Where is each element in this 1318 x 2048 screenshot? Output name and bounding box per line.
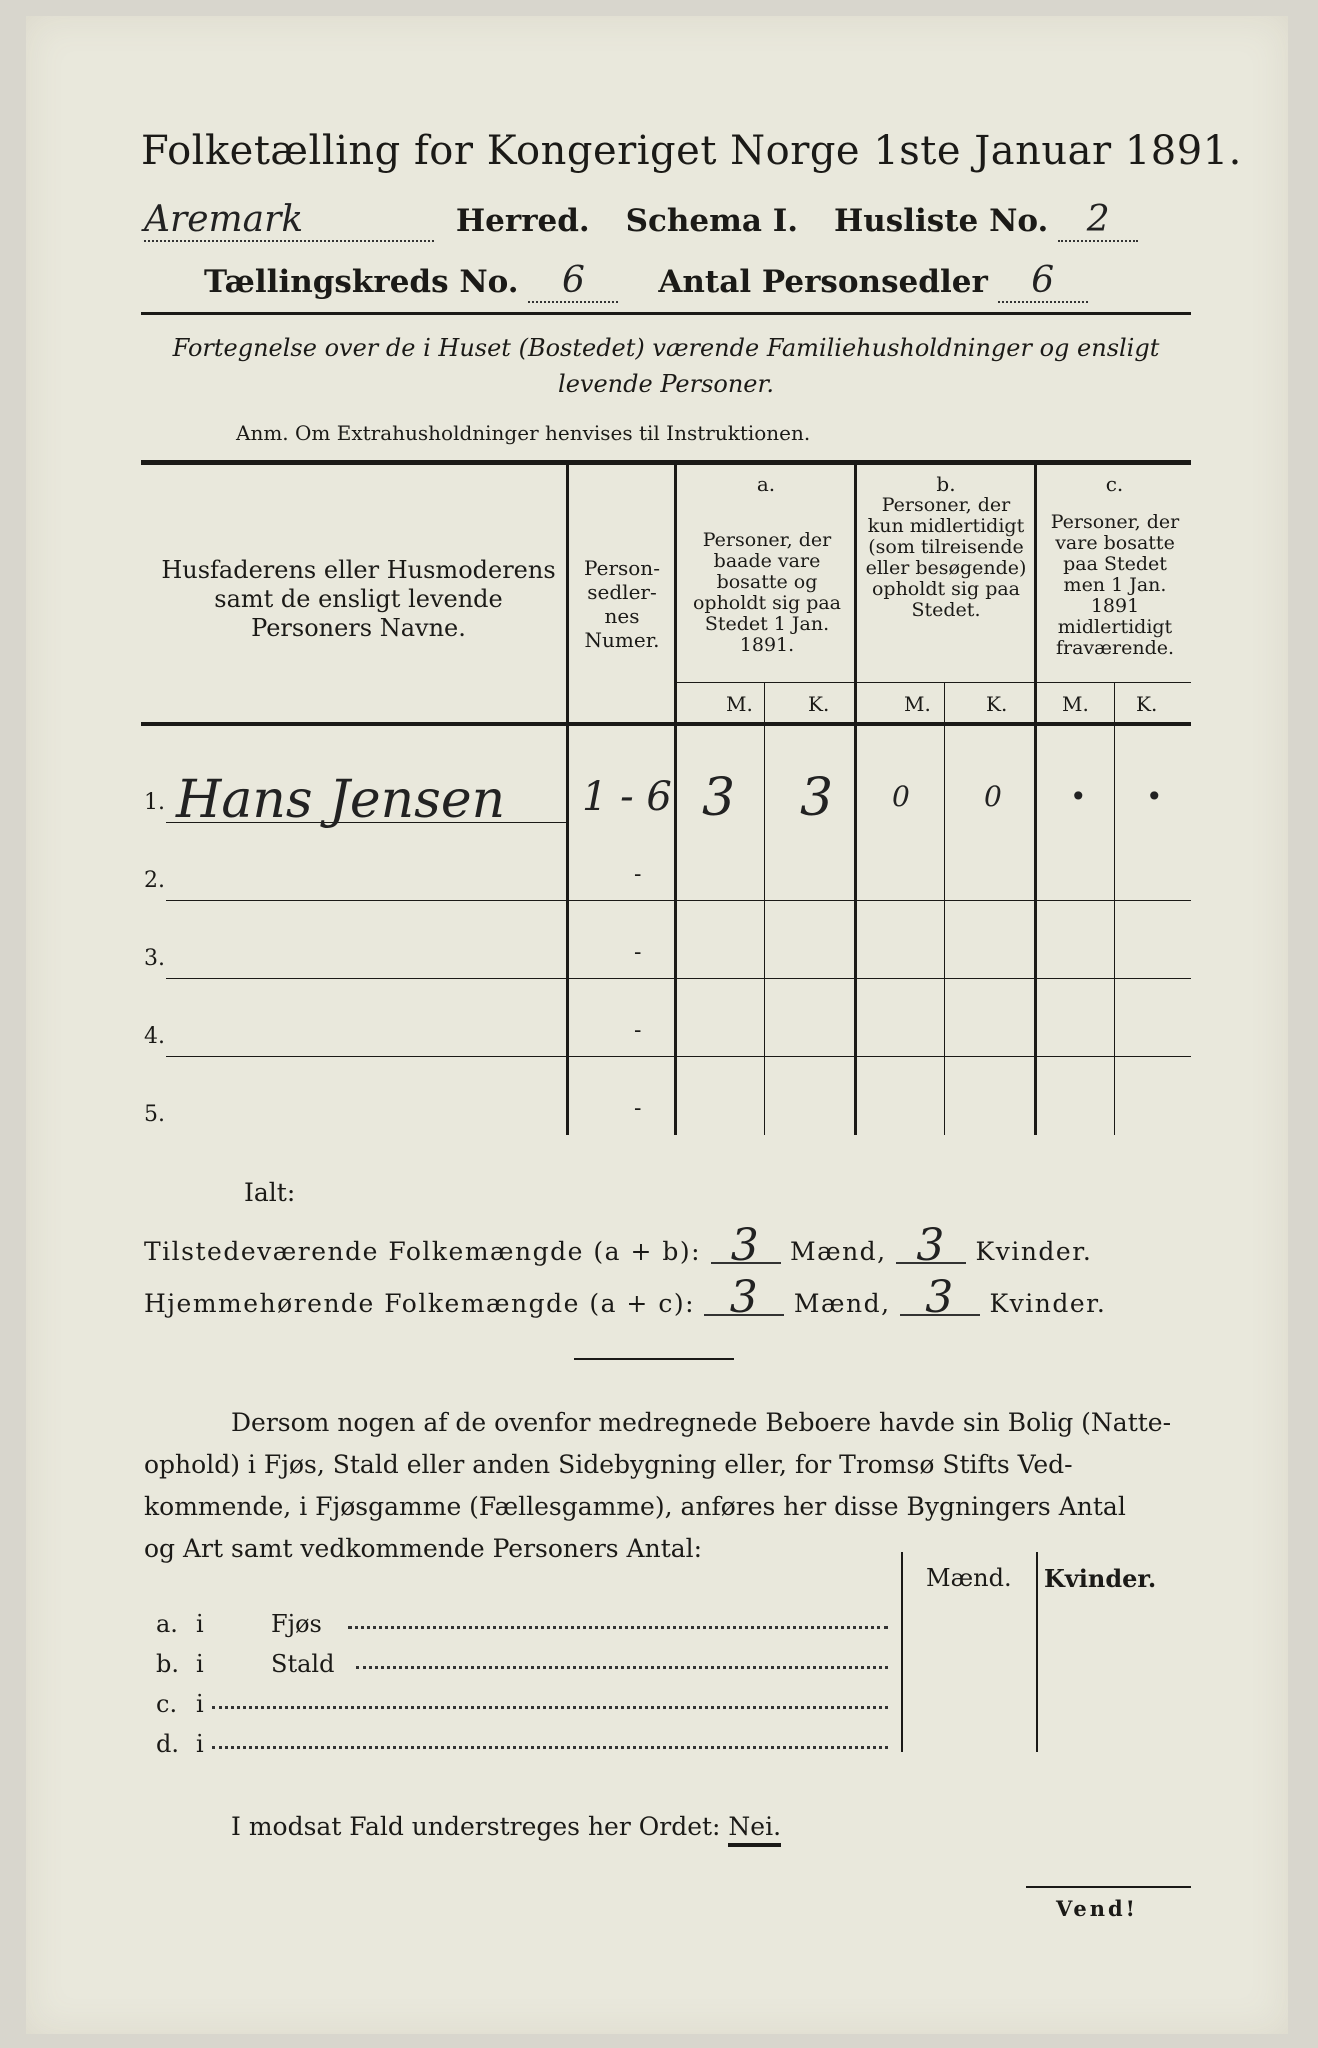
col-divider-3 bbox=[854, 465, 857, 1135]
totals-line-2-label: Hjemmehørende Folkemængde (a + c): bbox=[144, 1289, 695, 1318]
row-number: 3. bbox=[144, 946, 165, 971]
row-b-m: 0 bbox=[892, 780, 910, 813]
building-dotted-line bbox=[348, 1626, 888, 1629]
totals-maend-label: Mænd, bbox=[789, 1237, 887, 1266]
nei-word: Nei. bbox=[728, 1812, 781, 1847]
row-c-k: • bbox=[1146, 780, 1163, 813]
totals-kvinder-label: Kvinder. bbox=[975, 1237, 1093, 1266]
col-c-header: Personer, der vare bosatte paa Stedet men 1 Jan. 1891 midlertidigt fraværende. bbox=[1050, 511, 1180, 659]
vend-label: Vend! bbox=[1056, 1896, 1138, 1921]
col-a-header: Personer, der baade vare bosatte og opholdt sig paa Stedet 1 Jan. 1891. bbox=[692, 529, 842, 656]
buildings-maend-header: Mænd. bbox=[926, 1564, 1012, 1592]
c-k-header: K. bbox=[1136, 692, 1158, 716]
husliste-value: 2 bbox=[1058, 199, 1138, 242]
row-numbers: - bbox=[634, 862, 642, 887]
row-numbers: 1 - 6 bbox=[582, 774, 672, 820]
totals-line-1 bbox=[144, 1220, 1093, 1271]
divider-short bbox=[574, 1358, 734, 1360]
modsat-label: I modsat Fald understreges her Ordet: bbox=[231, 1812, 721, 1841]
building-name: Stald bbox=[271, 1650, 335, 1678]
totals-line-2-maend-value: 3 bbox=[704, 1282, 784, 1316]
herred-line bbox=[144, 199, 1138, 242]
a-m-header: M. bbox=[726, 692, 753, 716]
row-numbers: - bbox=[634, 1018, 642, 1043]
col-divider-b bbox=[944, 682, 945, 1135]
herred-value: Aremark bbox=[144, 199, 434, 242]
row-name: Hans Jensen bbox=[176, 770, 506, 830]
anm-note: Anm. Om Extrahusholdninger henvises til Instruktionen. bbox=[236, 421, 811, 445]
building-i: i bbox=[196, 1730, 204, 1758]
ialt-label: Ialt: bbox=[244, 1178, 296, 1207]
row-line-2 bbox=[166, 900, 1191, 901]
b-k-header: K. bbox=[986, 692, 1008, 716]
row-line-3 bbox=[166, 978, 1191, 979]
row-number: 1. bbox=[144, 790, 165, 815]
para-line-1: Dersom nogen af de ovenfor medregnede Beboere havde sin Bolig (Natte- bbox=[231, 1408, 1172, 1437]
col-divider-1 bbox=[566, 465, 569, 1135]
col-names-header: Husfaderens eller Husmoderens samt de ensligt levende Personers Navne. bbox=[161, 556, 556, 642]
row-a-m: 3 bbox=[702, 768, 736, 828]
totals-kvinder-label: Kvinder. bbox=[989, 1289, 1107, 1318]
schema-label: Schema I. bbox=[625, 203, 799, 239]
row-number: 5. bbox=[144, 1102, 165, 1127]
para-line-3: kommende, i Fjøsgamme (Fællesgamme), anføres her disse Bygningers Antal bbox=[144, 1492, 1126, 1521]
buildings-divider-1 bbox=[901, 1552, 903, 1752]
totals-line-2 bbox=[144, 1272, 1107, 1323]
b-m-header: M. bbox=[904, 692, 931, 716]
building-dotted-line bbox=[212, 1706, 888, 1709]
subtitle-line-1: Fortegnelse over de i Huset (Bostedet) værende Familiehusholdninger og ensligt bbox=[172, 334, 1160, 362]
building-letter: b. bbox=[156, 1650, 179, 1678]
col-numbers-header: Person-sedler-nes Numer. bbox=[584, 556, 660, 652]
subtitle-line-2: levende Personer. bbox=[558, 370, 774, 398]
husliste-label: Husliste No. bbox=[833, 203, 1049, 239]
building-letter: a. bbox=[156, 1610, 178, 1638]
col-divider-4 bbox=[1034, 465, 1037, 1135]
building-i: i bbox=[196, 1690, 204, 1718]
col-divider-a bbox=[764, 682, 765, 1135]
building-i: i bbox=[196, 1610, 204, 1638]
form-title: Folketælling for Kongeriget Norge 1ste Januar 1891. bbox=[141, 128, 1242, 174]
vend-rule bbox=[1026, 1886, 1191, 1888]
buildings-divider-2 bbox=[1036, 1552, 1038, 1752]
totals-line-1-maend-value: 3 bbox=[711, 1230, 781, 1264]
para-line-2: ophold) i Fjøs, Stald eller anden Sidebygning eller, for Tromsø Stifts Ved- bbox=[144, 1450, 1073, 1479]
col-divider-2 bbox=[674, 465, 677, 1135]
buildings-kvinder-header: Kvinder. bbox=[1044, 1564, 1157, 1593]
col-divider-c bbox=[1114, 682, 1115, 1135]
row-numbers: - bbox=[634, 940, 642, 965]
totals-line-1-label: Tilstedeværende Folkemængde (a + b): bbox=[144, 1237, 702, 1266]
kreds-line bbox=[204, 260, 1088, 303]
row-c-m: • bbox=[1070, 780, 1087, 813]
col-c-letter: c. bbox=[1105, 472, 1124, 496]
a-k-header: K. bbox=[808, 692, 830, 716]
row-line-4 bbox=[166, 1056, 1191, 1057]
row-b-k: 0 bbox=[984, 780, 1002, 813]
col-b-header: Personer, der kun midlertidigt (som tilreisende eller besøgende) opholdt sig paa Stedet. bbox=[865, 494, 1027, 621]
totals-line-2-kvinder-value: 3 bbox=[900, 1282, 980, 1316]
building-dotted-line bbox=[356, 1666, 888, 1669]
row-number: 2. bbox=[144, 868, 165, 893]
building-letter: d. bbox=[156, 1730, 179, 1758]
building-letter: c. bbox=[156, 1690, 178, 1718]
building-i: i bbox=[196, 1650, 204, 1678]
totals-line-1-kvinder-value: 3 bbox=[896, 1230, 966, 1264]
building-dotted-line bbox=[212, 1746, 888, 1749]
building-name: Fjøs bbox=[271, 1610, 322, 1638]
header-rule bbox=[141, 312, 1191, 315]
c-m-header: M. bbox=[1062, 692, 1089, 716]
col-a-letter: a. bbox=[756, 472, 776, 496]
row-numbers: - bbox=[634, 1096, 642, 1121]
col-b-letter: b. bbox=[936, 472, 956, 496]
row-a-k: 3 bbox=[800, 768, 834, 828]
census-form-page bbox=[26, 16, 1288, 2034]
row-number: 4. bbox=[144, 1024, 165, 1049]
personsedler-value: 6 bbox=[998, 260, 1088, 303]
modsat-line bbox=[231, 1812, 781, 1841]
totals-maend-label: Mænd, bbox=[793, 1289, 891, 1318]
personsedler-label: Antal Personsedler bbox=[658, 264, 988, 300]
para-line-4: og Art samt vedkommende Personers Antal: bbox=[144, 1534, 703, 1563]
herred-label: Herred. bbox=[455, 203, 590, 239]
kreds-value: 6 bbox=[528, 260, 618, 303]
kreds-label: Tællingskreds No. bbox=[204, 264, 519, 300]
